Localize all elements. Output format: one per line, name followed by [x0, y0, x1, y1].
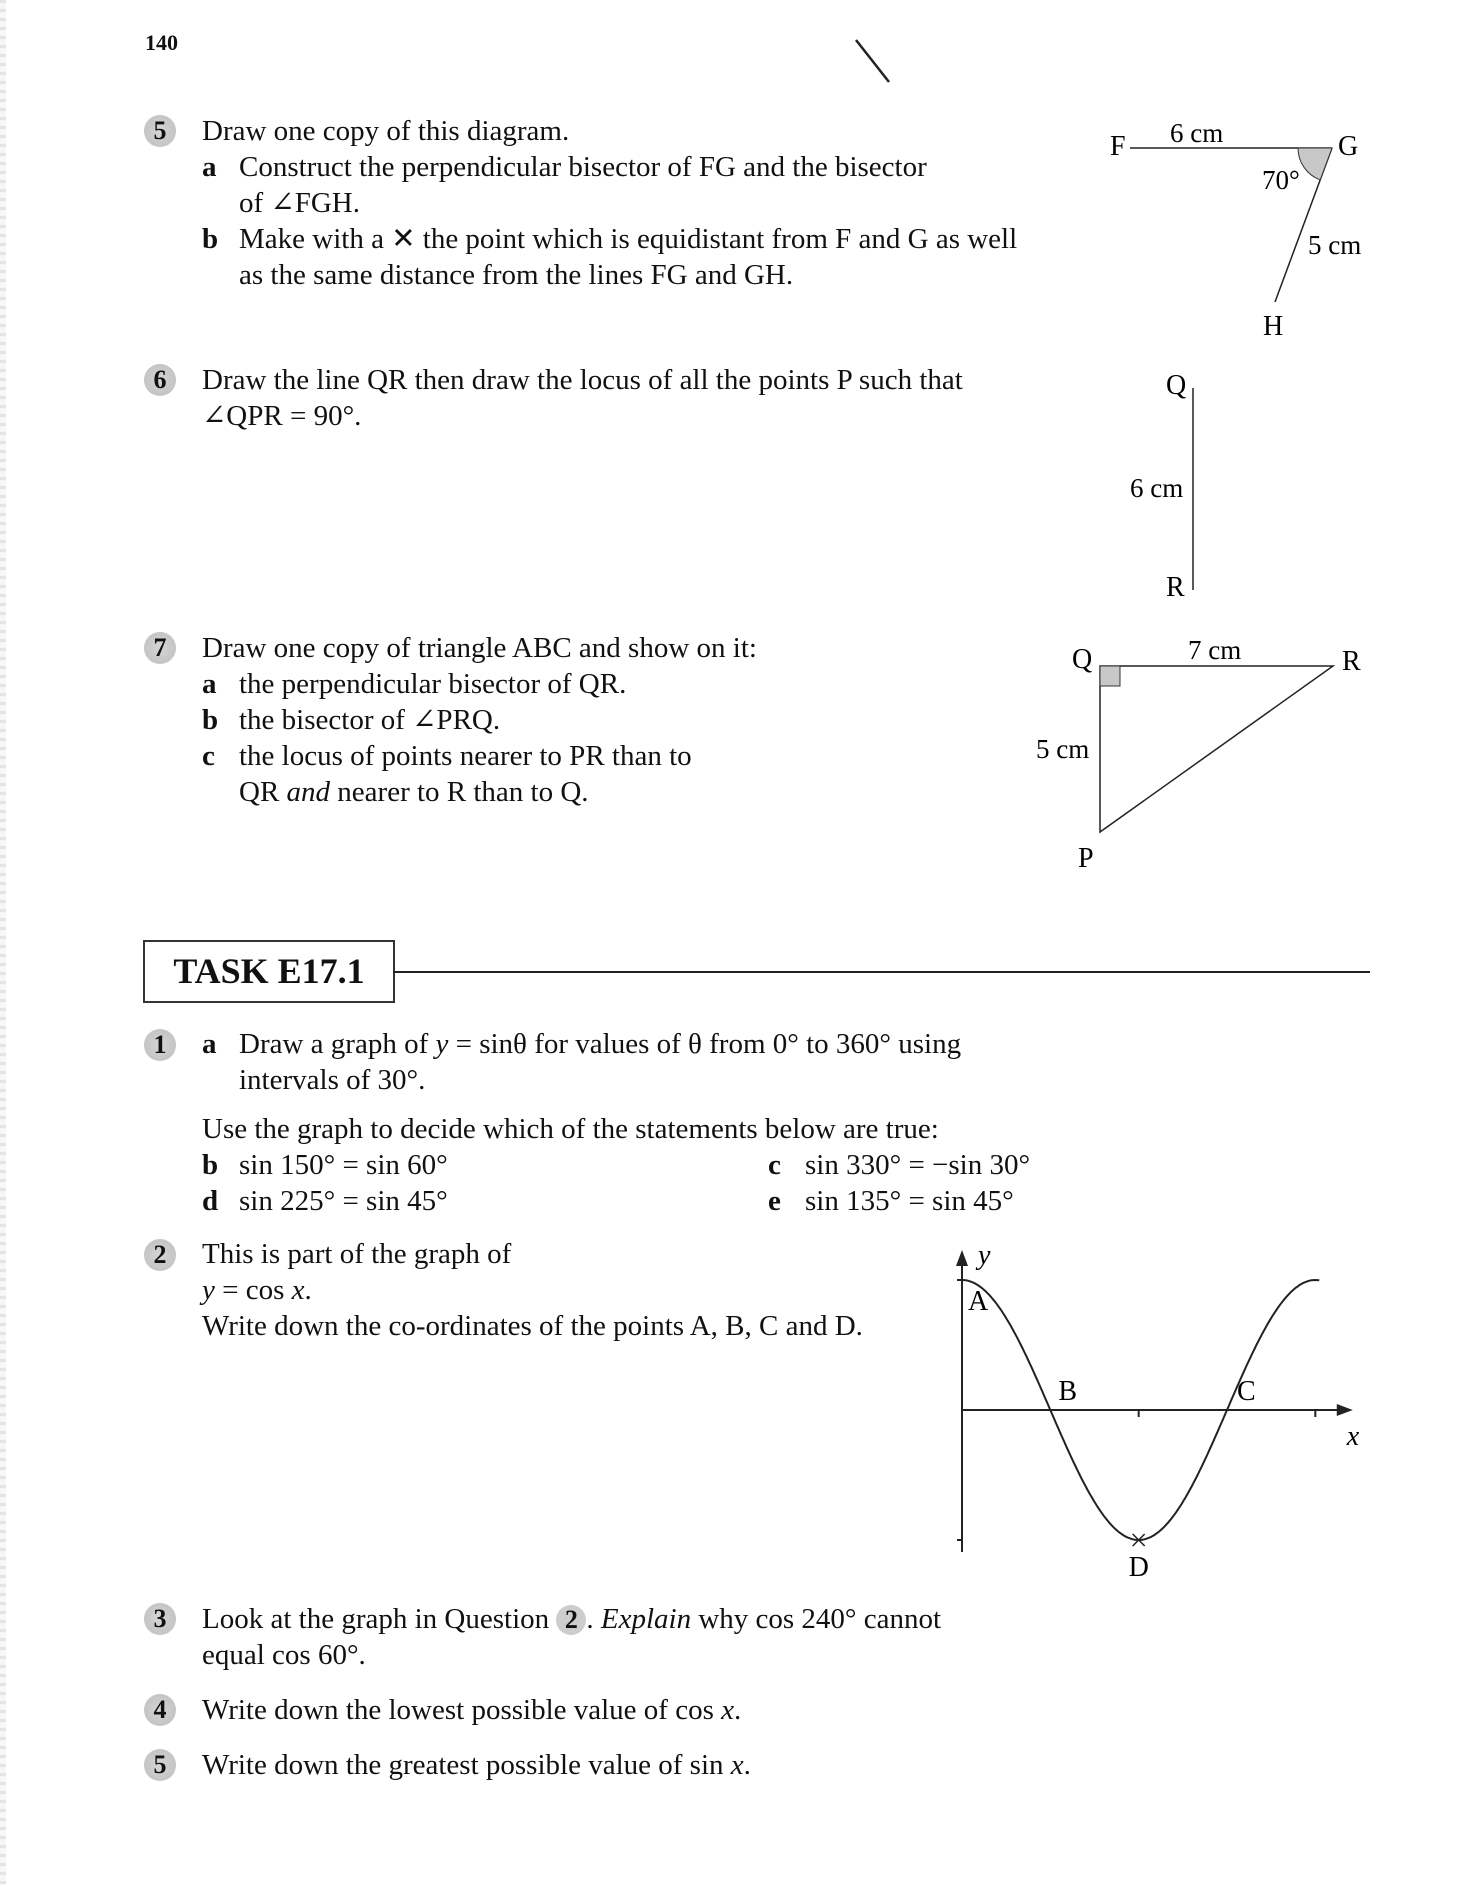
statement-d: d sin 225° = sin 45° [202, 1185, 448, 1217]
label-f: F [1110, 131, 1126, 162]
q7-part-c-line1: c the locus of points nearer to PR than to [202, 740, 692, 772]
task-q3-line2: equal cos 60°. [202, 1639, 366, 1671]
part-label: d [202, 1185, 219, 1217]
q5-part-b-line1: b Make with a ✕ the point which is equidistant from F and G as well [202, 223, 1018, 255]
question-number-badge: 7 [144, 632, 176, 664]
part-label: e [768, 1185, 781, 1217]
label-fg-length: 6 cm [1170, 118, 1224, 148]
x-axis-arrow [1337, 1404, 1353, 1416]
part-label: a [202, 1028, 217, 1060]
label-r: R [1166, 572, 1185, 603]
task-heading: TASK E17.1 [143, 940, 395, 1003]
question-number-badge: 6 [144, 364, 176, 396]
q5-part-b-line2: as the same distance from the lines FG and GH. [239, 259, 794, 291]
label-angle: 70° [1262, 165, 1300, 195]
x-axis-label: x [1346, 1421, 1360, 1452]
angle-marker [1298, 148, 1332, 180]
point-label-d: D [1128, 1552, 1149, 1583]
q5-stem: Draw one copy of this diagram. [202, 115, 570, 147]
label-gh-length: 5 cm [1308, 230, 1362, 260]
point-label-c: C [1237, 1376, 1256, 1407]
qr-diagram [1120, 360, 1230, 610]
task-heading-rule [393, 971, 1370, 973]
triangle-pqr [1100, 666, 1333, 832]
q6-line2: ∠QPR = 90°. [202, 400, 362, 432]
task-q5: Write down the greatest possible value of sin x. [202, 1749, 751, 1781]
task-q2-line1: This is part of the graph of [202, 1238, 512, 1270]
q7-part-c-line2: QR and nearer to R than to Q. [239, 776, 589, 808]
task-q1-a-line2: intervals of 30°. [239, 1064, 426, 1096]
q5-part-a-line1: a Construct the perpendicular bisector of FG and the bisector [202, 151, 927, 183]
part-label: c [202, 740, 215, 772]
part-label: a [202, 151, 217, 183]
label-g: G [1338, 131, 1359, 162]
statement-e: e sin 135° = sin 45° [768, 1185, 1014, 1217]
part-label: b [202, 223, 219, 255]
label-pq-length: 5 cm [1036, 734, 1090, 764]
y-axis-arrow [956, 1250, 968, 1266]
label-qr-length: 6 cm [1130, 473, 1184, 503]
part-label: c [768, 1149, 781, 1181]
question-number-badge: 5 [144, 1749, 176, 1781]
page-number: 140 [145, 30, 178, 55]
q7-part-a: a the perpendicular bisector of QR. [202, 668, 627, 700]
task-q4: Write down the lowest possible value of cos x. [202, 1694, 742, 1726]
task-q1-a-line1: a Draw a graph of y = sinθ for values of θ from 0° to 360° using [202, 1028, 962, 1060]
statement-b: b sin 150° = sin 60° [202, 1149, 448, 1181]
point-label-b: B [1058, 1376, 1078, 1407]
question-number-badge: 3 [144, 1603, 176, 1635]
scan-edge [0, 0, 6, 1885]
pen-mark [850, 35, 900, 90]
label-r: R [1342, 646, 1361, 677]
point-label-a: A [968, 1286, 989, 1317]
y-axis-label: y [978, 1240, 991, 1271]
task-q2-line2: y = cos x. [202, 1274, 312, 1306]
triangle-pqr-diagram [1030, 630, 1380, 870]
label-q: Q [1166, 370, 1187, 401]
label-h: H [1263, 311, 1284, 342]
question-number-badge: 1 [144, 1029, 176, 1061]
task-q2-line3: Write down the co-ordinates of the points A, B, C and D. [202, 1310, 863, 1342]
statement-c: c sin 330° = −sin 30° [768, 1149, 1031, 1181]
cos-graph [930, 1230, 1370, 1600]
right-angle-marker [1100, 666, 1120, 686]
q6-line1: Draw the line QR then draw the locus of all the points P such that [202, 364, 963, 396]
q7-part-b: b the bisector of ∠PRQ. [202, 704, 501, 736]
q7-stem: Draw one copy of triangle ABC and show on it: [202, 632, 757, 664]
label-q: Q [1072, 644, 1093, 675]
fgh-diagram [1090, 110, 1390, 350]
label-p: P [1078, 843, 1094, 870]
task-q1-intro: Use the graph to decide which of the statements below are true: [202, 1113, 939, 1145]
question-number-badge: 5 [144, 115, 176, 147]
question-reference-badge: 2 [556, 1605, 586, 1635]
part-label: a [202, 668, 217, 700]
question-number-badge: 4 [144, 1694, 176, 1726]
part-label: b [202, 1149, 219, 1181]
part-label: b [202, 704, 219, 736]
question-number-badge: 2 [144, 1239, 176, 1271]
label-qr-length: 7 cm [1188, 635, 1242, 665]
task-q3-line1: Look at the graph in Question 2 . Explain why cos 240° cannot [202, 1603, 942, 1635]
q5-part-a-line2: of ∠FGH. [239, 187, 360, 219]
